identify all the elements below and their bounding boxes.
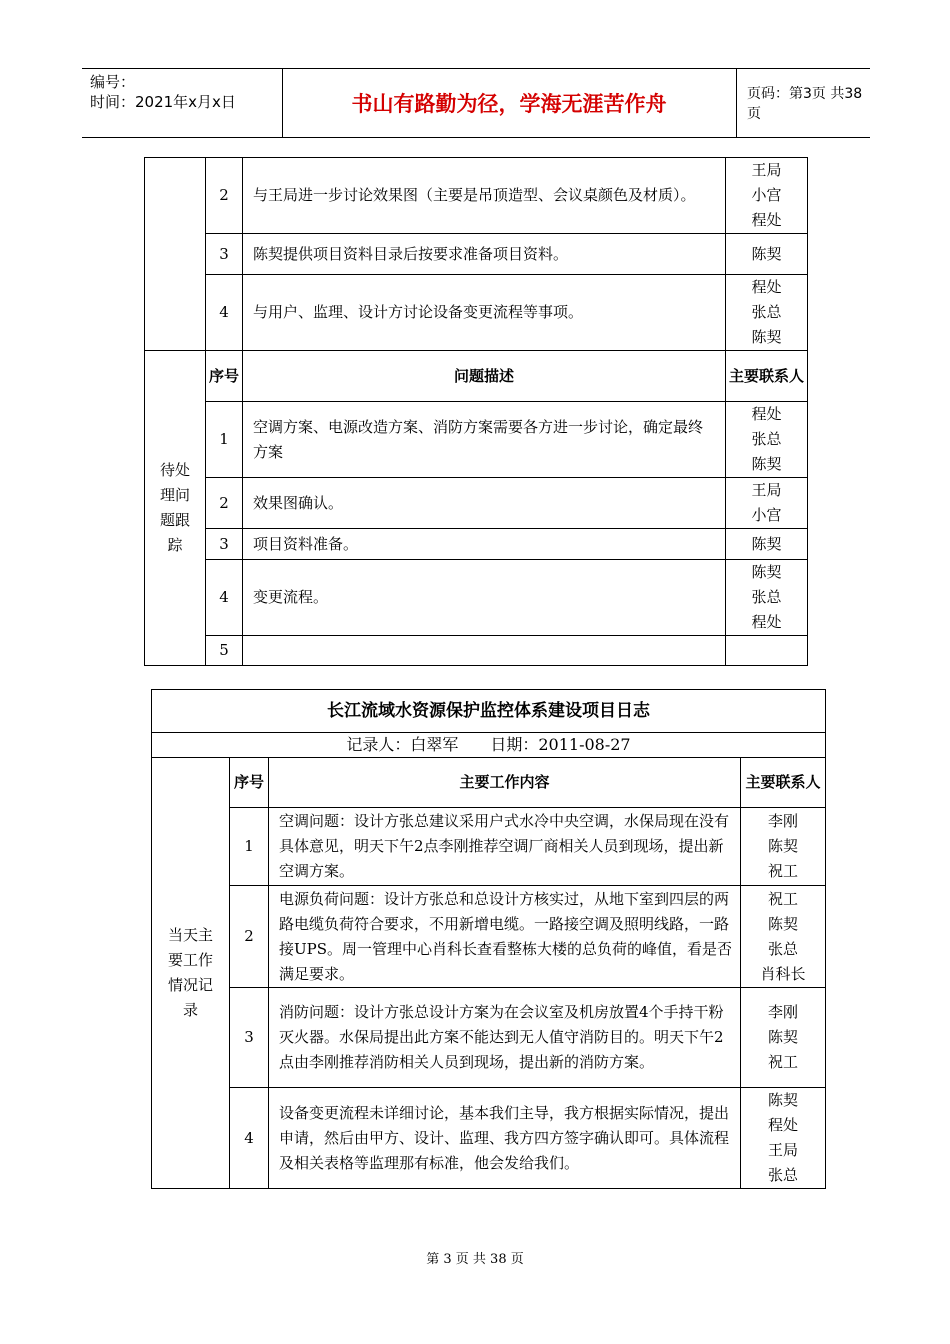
table-row	[152, 988, 826, 1088]
contact-name: 王局	[751, 481, 782, 499]
work-content: 设备变更流程未详细讨论，基本我们主导，我方根据实际情况，提出申请，然后由甲方、设计、监理、我方四方签字确认即可。具体流程及相关表格等监理那有标准，他会发给我们。	[269, 1088, 741, 1189]
contact-name: 肖科长	[760, 964, 806, 983]
table-header-row	[152, 758, 826, 808]
contact-name: 张总	[751, 588, 782, 606]
contact-cell	[741, 1088, 826, 1189]
contact-name: 祝工	[767, 889, 798, 908]
seq-header: 序号	[230, 758, 269, 808]
work-content: 陈契提供项目资料目录后按要求准备项目资料。	[243, 234, 726, 275]
work-content: 空调问题：设计方张总建议采用户式水冷中央空调，水保局现在没有具体意见，明天下午2点李刚推荐空调厂商相关人员到现场，提出新空调方案。	[269, 808, 741, 886]
issue-description: 空调方案、电源改造方案、消防方案需要各方进一步讨论，确定最终方案	[243, 402, 726, 478]
contact-name: 王局	[767, 1141, 798, 1159]
contact-cell	[741, 808, 826, 886]
row-number: 1	[230, 808, 269, 886]
contact-cell	[726, 275, 808, 351]
time-label: 时间：2021年x月x日	[90, 93, 236, 111]
contact-name: 祝工	[767, 1053, 798, 1071]
contact-cell	[726, 478, 808, 529]
table-row	[152, 886, 826, 988]
contact-cell	[741, 988, 826, 1088]
contact-name: 王局	[751, 161, 782, 179]
contact-name: 张总	[751, 303, 782, 321]
issue-description: 效果图确认。	[243, 478, 726, 529]
row-number: 4	[206, 560, 243, 636]
work-content: 消防问题：设计方张总设计方案为在会议室及机房放置4个手持干粉灭火器。水保局提出此方案不能达到无人值守消防目的。明天下午2点由李刚推荐消防相关人员到现场，提出新的消防方案。	[269, 988, 741, 1088]
row-number: 2	[206, 158, 243, 234]
table-row	[145, 402, 808, 478]
table-row	[145, 478, 808, 529]
contact-name: 张总	[767, 1166, 798, 1184]
contact-cell	[726, 636, 808, 666]
contact-name: 祝工	[767, 862, 798, 880]
contact-name: 陈契	[751, 328, 782, 346]
header-motto: 书山有路勤为径，学海无涯苦作舟	[282, 69, 737, 137]
row-number: 3	[230, 988, 269, 1088]
contact-name: 李刚	[767, 812, 798, 830]
contact-cell	[726, 529, 808, 560]
contact-header: 主要联系人	[741, 758, 826, 808]
row-number: 3	[206, 529, 243, 560]
contact-name: 陈契	[767, 1091, 798, 1109]
page-header	[82, 68, 870, 138]
contact-name: 陈契	[767, 914, 798, 933]
table-row	[145, 636, 808, 666]
table-row	[145, 560, 808, 636]
contact-name: 陈契	[751, 455, 782, 473]
work-content: 电源负荷问题：设计方张总和总设计方核实过，从地下室到四层的两路电缆负荷符合要求，不用新增电缆。一路接空调及照明线路，一路接UPS。周一管理中心肖科长查看整栋大楼的总负荷的峰值，看是否满足要求。	[269, 886, 741, 988]
row-number: 4	[230, 1088, 269, 1189]
seq-header: 序号	[206, 351, 243, 402]
contact-name: 程处	[767, 1116, 798, 1134]
contact-name: 程处	[751, 405, 782, 423]
issue-description: 项目资料准备。	[243, 529, 726, 560]
contact-name: 陈契	[767, 1028, 798, 1046]
contact-cell	[726, 158, 808, 234]
header-meta	[82, 69, 283, 137]
contact-cell	[726, 234, 808, 275]
contact-cell	[726, 560, 808, 636]
contact-name: 张总	[767, 939, 798, 958]
contact-name: 程处	[751, 613, 782, 631]
contact-name: 程处	[751, 278, 782, 296]
contact-name: 张总	[751, 430, 782, 448]
contact-name: 陈契	[751, 534, 782, 553]
desc-header: 问题描述	[243, 351, 726, 402]
contact-name: 程处	[751, 211, 782, 229]
contact-cell	[741, 886, 826, 988]
row-number: 2	[230, 886, 269, 988]
table-header-row	[145, 351, 808, 402]
pending-section-label: 待处理问题跟踪	[145, 351, 206, 666]
page-number-label: 页码：第3页 共38页	[747, 86, 863, 122]
log-title: 长江流域水资源保护监控体系建设项目日志	[152, 690, 826, 733]
table-row	[145, 275, 808, 351]
row-number: 5	[206, 636, 243, 666]
daily-work-section-label: 当天主要工作情况记录	[152, 758, 230, 1189]
page-footer: 第 3 页 共 38 页	[426, 1252, 524, 1267]
prev-section-cell	[145, 158, 206, 351]
row-number: 4	[206, 275, 243, 351]
issue-description	[243, 636, 726, 666]
recorder-date-line: 记录人：白翠军 日期：2011-08-27	[152, 733, 826, 758]
table-row	[145, 158, 808, 234]
table-row	[145, 234, 808, 275]
contact-name: 陈契	[767, 837, 798, 855]
code-label: 编号：	[90, 73, 136, 91]
row-number: 3	[206, 234, 243, 275]
table-row	[145, 529, 808, 560]
table-row	[152, 1088, 826, 1189]
work-content: 与王局进一步讨论效果图（主要是吊顶造型、会议桌颜色及材质）。	[243, 158, 726, 234]
contact-cell	[726, 402, 808, 478]
contact-name: 小宫	[751, 186, 782, 204]
row-number: 1	[206, 402, 243, 478]
content-header: 主要工作内容	[269, 758, 741, 808]
contact-header: 主要联系人	[726, 351, 808, 402]
log-table-continued	[144, 157, 808, 666]
contact-name: 李刚	[767, 1003, 798, 1021]
issue-description: 变更流程。	[243, 560, 726, 636]
work-content: 与用户、监理、设计方讨论设备变更流程等事项。	[243, 275, 726, 351]
row-number: 2	[206, 478, 243, 529]
contact-name: 小宫	[751, 506, 782, 524]
project-log-table	[151, 689, 826, 1189]
table-row	[152, 808, 826, 886]
contact-name: 陈契	[751, 563, 782, 581]
contact-name: 陈契	[751, 244, 782, 263]
